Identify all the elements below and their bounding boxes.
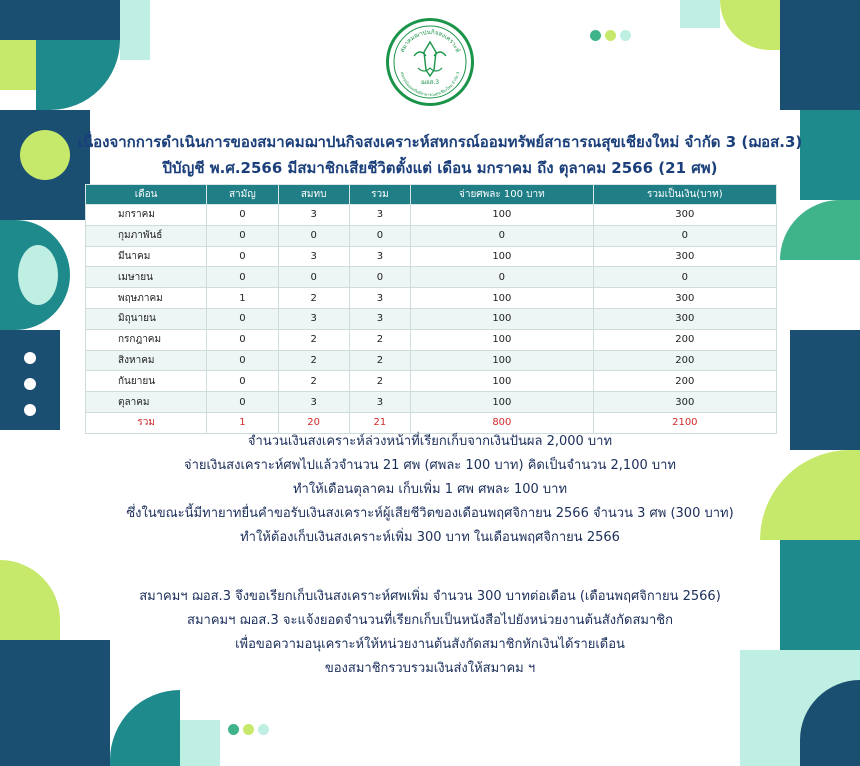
decor-dots-top <box>590 30 631 41</box>
cell-pay-per-body: 0 <box>411 267 594 288</box>
cell-regular: 0 <box>207 329 278 350</box>
announcement-line: เพื่อขอความอนุเคราะห์ให้หน่วยงานต้นสังกัดสมาชิกหักเงินได้รายเดือน <box>235 637 625 652</box>
announcement-line: สมาคมฯ ฌอส.3 จึงขอเรียกเก็บเงินสงเคราะห์ศพเพิ่ม จำนวน 300 บาทต่อเดือน (เดือนพฤศจิกายน 2566) <box>139 589 721 604</box>
table-header-row <box>86 185 777 205</box>
total-cell-month: รวม <box>86 412 207 433</box>
cell-sum: 2 <box>349 371 410 392</box>
cell-total-amount: 200 <box>593 350 776 371</box>
page-title-line-2: ปีบัญชี พ.ศ.2566 มีสมาชิกเสียชีวิตตั้งแต่ เดือน มกราคม ถึง ตุลาคม 2566 (21 ศพ) <box>162 159 718 177</box>
cell-sum: 3 <box>349 392 410 413</box>
decor-dots-bottom <box>228 724 269 735</box>
announcement-line: สมาคมฯ ฌอส.3 จะแจ้งยอดจำนวนที่เรียกเก็บเป็นหนังสือไปยังหน่วยงานต้นสังกัดสมาชิก <box>187 613 673 628</box>
cell-regular: 0 <box>207 371 278 392</box>
cell-month: มิถุนายน <box>86 308 207 329</box>
table-row <box>86 392 777 413</box>
cell-regular: 0 <box>207 246 278 267</box>
cell-sum: 3 <box>349 308 410 329</box>
table-row <box>86 225 777 246</box>
table-row <box>86 308 777 329</box>
cell-associate: 3 <box>278 246 349 267</box>
cell-total-amount: 300 <box>593 205 776 226</box>
cell-month: กุมภาพันธ์ <box>86 225 207 246</box>
logo-ring-top: สมาคมฌาปนกิจสงเคราะห์ <box>398 28 462 54</box>
header-total-amount: รวมเป็นเงิน(บาท) <box>593 185 776 205</box>
association-logo <box>386 18 474 106</box>
cell-regular: 1 <box>207 288 278 309</box>
cell-regular: 0 <box>207 225 278 246</box>
cell-pay-per-body: 100 <box>411 392 594 413</box>
death-benefit-table <box>85 184 777 434</box>
table-row <box>86 288 777 309</box>
cell-total-amount: 300 <box>593 246 776 267</box>
cell-regular: 0 <box>207 308 278 329</box>
cell-associate: 2 <box>278 288 349 309</box>
cell-associate: 2 <box>278 350 349 371</box>
table-row <box>86 267 777 288</box>
cell-associate: 3 <box>278 392 349 413</box>
total-cell-total-amount: 2100 <box>593 412 776 433</box>
cell-sum: 2 <box>349 350 410 371</box>
cell-month: กรกฎาคม <box>86 329 207 350</box>
seal-icon <box>390 22 470 102</box>
cell-sum: 3 <box>349 288 410 309</box>
cell-associate: 0 <box>278 225 349 246</box>
cell-month: มกราคม <box>86 205 207 226</box>
cell-associate: 3 <box>278 308 349 329</box>
cell-total-amount: 300 <box>593 308 776 329</box>
cell-sum: 0 <box>349 225 410 246</box>
cell-regular: 0 <box>207 350 278 371</box>
paragraph-announcement <box>80 585 780 681</box>
cell-pay-per-body: 0 <box>411 225 594 246</box>
logo-center-text: ฌอส.3 <box>420 79 440 86</box>
total-cell-regular: 1 <box>207 412 278 433</box>
header-pay-per-body: จ่ายศพละ 100 บาท <box>411 185 594 205</box>
cell-pay-per-body: 100 <box>411 308 594 329</box>
summary-line: ทำให้ต้องเก็บเงินสงเคราะห์เพิ่ม 300 บาท ในเดือนพฤศจิกายน 2566 <box>240 530 620 545</box>
summary-line: ทำให้เดือนตุลาคม เก็บเพิ่ม 1 ศพ ศพละ 100 บาท <box>292 482 568 497</box>
cell-total-amount: 0 <box>593 267 776 288</box>
header-associate: สมทบ <box>278 185 349 205</box>
header-sum: รวม <box>349 185 410 205</box>
total-cell-pay-per-body: 800 <box>411 412 594 433</box>
cell-month: กันยายน <box>86 371 207 392</box>
cell-month: เมษายน <box>86 267 207 288</box>
cell-associate: 3 <box>278 205 349 226</box>
announcement-line: ของสมาชิกรวบรวมเงินส่งให้สมาคม ฯ <box>324 661 536 676</box>
paragraph-summary <box>80 430 780 550</box>
header-regular: สามัญ <box>207 185 278 205</box>
table-row <box>86 350 777 371</box>
cell-total-amount: 200 <box>593 371 776 392</box>
cell-total-amount: 300 <box>593 392 776 413</box>
cell-month: ตุลาคม <box>86 392 207 413</box>
cell-pay-per-body: 100 <box>411 205 594 226</box>
summary-line: ซึ่งในขณะนี้มีทายาทยื่นคำขอรับเงินสงเคราะห์ผู้เสียชีวิตของเดือนพฤศจิกายน 2566 จำนวน 3 ศพ (300 บาท) <box>126 506 734 521</box>
cell-regular: 0 <box>207 267 278 288</box>
cell-total-amount: 0 <box>593 225 776 246</box>
cell-total-amount: 200 <box>593 329 776 350</box>
cell-month: มีนาคม <box>86 246 207 267</box>
cell-sum: 3 <box>349 205 410 226</box>
cell-sum: 3 <box>349 246 410 267</box>
table-row <box>86 246 777 267</box>
cell-sum: 0 <box>349 267 410 288</box>
summary-line: จ่ายเงินสงเคราะห์ศพไปแล้วจำนวน 21 ศพ (ศพละ 100 บาท) คิดเป็นจำนวน 2,100 บาท <box>183 458 677 473</box>
cell-sum: 2 <box>349 329 410 350</box>
cell-pay-per-body: 100 <box>411 350 594 371</box>
cell-pay-per-body: 100 <box>411 329 594 350</box>
cell-regular: 0 <box>207 392 278 413</box>
cell-month: พฤษภาคม <box>86 288 207 309</box>
summary-line: จำนวนเงินสงเคราะห์ล่วงหน้าที่เรียกเก็บจากเงินปันผล 2,000 บาท <box>247 434 613 449</box>
table-row <box>86 205 777 226</box>
table-body <box>86 205 777 434</box>
cell-regular: 0 <box>207 205 278 226</box>
page-title-line-1: เนื่องจากการดำเนินการของสมาคมฌาปนกิจสงเคราะห์สหกรณ์ออมทรัพย์สาธารณสุขเชียงใหม่ จำกัด 3 (ฌอส.3) <box>77 133 803 151</box>
cell-pay-per-body: 100 <box>411 371 594 392</box>
table-row <box>86 329 777 350</box>
cell-associate: 0 <box>278 267 349 288</box>
header-month: เดือน <box>86 185 207 205</box>
cell-month: สิงหาคม <box>86 350 207 371</box>
cell-pay-per-body: 100 <box>411 288 594 309</box>
logo-ring-bottom: สหกรณ์ออมทรัพย์สาธารณสุขเชียงใหม่ จำกัด 3 <box>399 71 461 98</box>
table-row <box>86 371 777 392</box>
cell-associate: 2 <box>278 329 349 350</box>
total-cell-sum: 21 <box>349 412 410 433</box>
cell-pay-per-body: 100 <box>411 246 594 267</box>
total-cell-associate: 20 <box>278 412 349 433</box>
cell-associate: 2 <box>278 371 349 392</box>
cell-total-amount: 300 <box>593 288 776 309</box>
